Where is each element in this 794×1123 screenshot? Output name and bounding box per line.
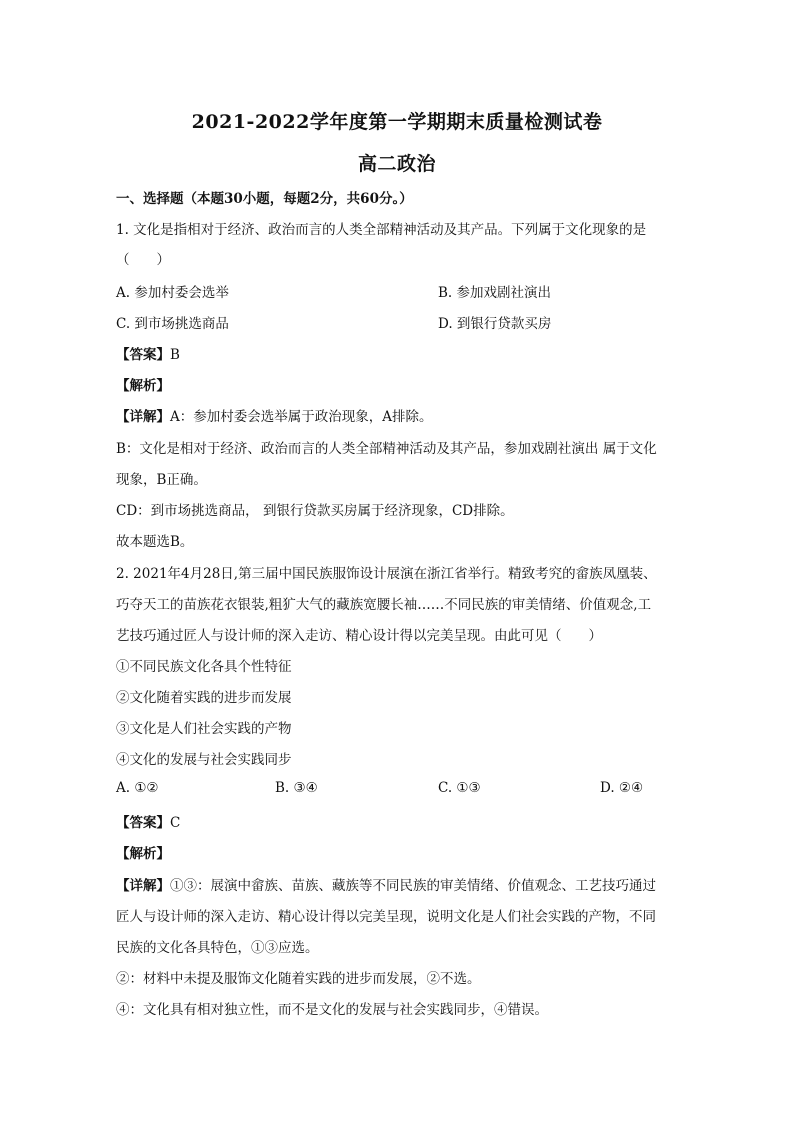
detail-label: 【详解】 — [116, 409, 170, 425]
exam-title: 2021-2022学年度第一学期期末质量检测试卷 — [191, 111, 603, 133]
q1-analysis-label: 【解析】 — [116, 378, 170, 394]
q2-stem-line3: 艺技巧通过匠人与设计师的深入走访、精心设计得以完美呈现。由此可见（ ） — [116, 628, 602, 644]
q2-answer — [116, 811, 180, 831]
q2-detail-line3: 民族的文化各具特色，①③应选。 — [116, 940, 319, 956]
q1-stem-line2: （ ） — [116, 252, 170, 268]
q1-option-b: B. 参加戏剧社演出 — [438, 285, 552, 301]
answer-label: 【答案】 — [116, 347, 170, 363]
detail-text: ①③：展演中畲族、苗族、藏族等不同民族的审美情绪、价值观念、工艺技巧通过 — [170, 878, 656, 894]
exam-subject: 高二政治 — [357, 153, 436, 175]
q1-answer — [116, 343, 180, 363]
q1-option-d: D. 到银行贷款买房 — [438, 316, 552, 332]
q2-option-d: D. ②④ — [600, 780, 644, 796]
q2-item-4: ④文化的发展与社会实践同步 — [116, 752, 292, 768]
answer-label: 【答案】 — [116, 815, 170, 831]
q1-option-c: C. 到市场挑选商品 — [116, 316, 229, 332]
q2-analysis-label: 【解析】 — [116, 846, 170, 862]
q2-detail-line2: 匠人与设计师的深入走访、精心设计得以完美呈现，说明文化是人们社会实践的产物，不同 — [116, 909, 656, 925]
q2-item-3: ③文化是人们社会实践的产物 — [116, 721, 292, 737]
detail-label: 【详解】 — [116, 878, 170, 894]
q1-detail-line2: B：文化是相对于经济、政治而言的人类全部精神活动及其产品，参加戏剧社演出 属于文化 — [116, 441, 657, 457]
q1-detail-line4: CD：到市场挑选商品， 到银行贷款买房属于经济现象，CD排除。 — [116, 503, 514, 519]
answer-value: C — [170, 815, 181, 831]
q1-detail-line1 — [116, 405, 433, 425]
q1-option-a: A. 参加村委会选举 — [116, 285, 229, 301]
q2-detail-line5: ④：文化具有相对独立性，而不是文化的发展与社会实践同步，④错误。 — [116, 1002, 548, 1018]
q1-detail-line5: 故本题选B。 — [116, 534, 194, 550]
q2-item-1: ①不同民族文化各具个性特征 — [116, 659, 292, 675]
q2-option-c: C. ①③ — [438, 780, 481, 796]
answer-value: B — [170, 347, 180, 363]
q1-detail-line3: 现象，B正确。 — [116, 472, 207, 488]
q2-detail-line4: ②：材料中未提及服饰文化随着实践的进步而发展，②不选。 — [116, 971, 481, 987]
q2-option-a: A. ①② — [116, 780, 159, 796]
q2-stem-line1: 2. 2021年4月28日,第三届中国民族服饰设计展演在浙江省举行。精致考究的畲族凤凰装、 — [116, 566, 657, 582]
q2-option-b: B. ③④ — [275, 780, 318, 796]
q1-stem-line1: 1. 文化是指相对于经济、政治而言的人类全部精神活动及其产品。下列属于文化现象的是 — [116, 222, 647, 238]
detail-text: A：参加村委会选举属于政治现象，A排除。 — [170, 409, 433, 425]
section-heading: 一、选择题（本题30小题，每题2分，共60分。） — [116, 191, 413, 207]
q2-item-2: ②文化随着实践的进步而发展 — [116, 690, 292, 706]
q2-detail-line1 — [116, 874, 656, 894]
q2-stem-line2: 巧夺天工的苗族花衣银装,粗犷大气的藏族宽腰长袖……不同民族的审美情绪、价值观念,工 — [116, 597, 652, 613]
